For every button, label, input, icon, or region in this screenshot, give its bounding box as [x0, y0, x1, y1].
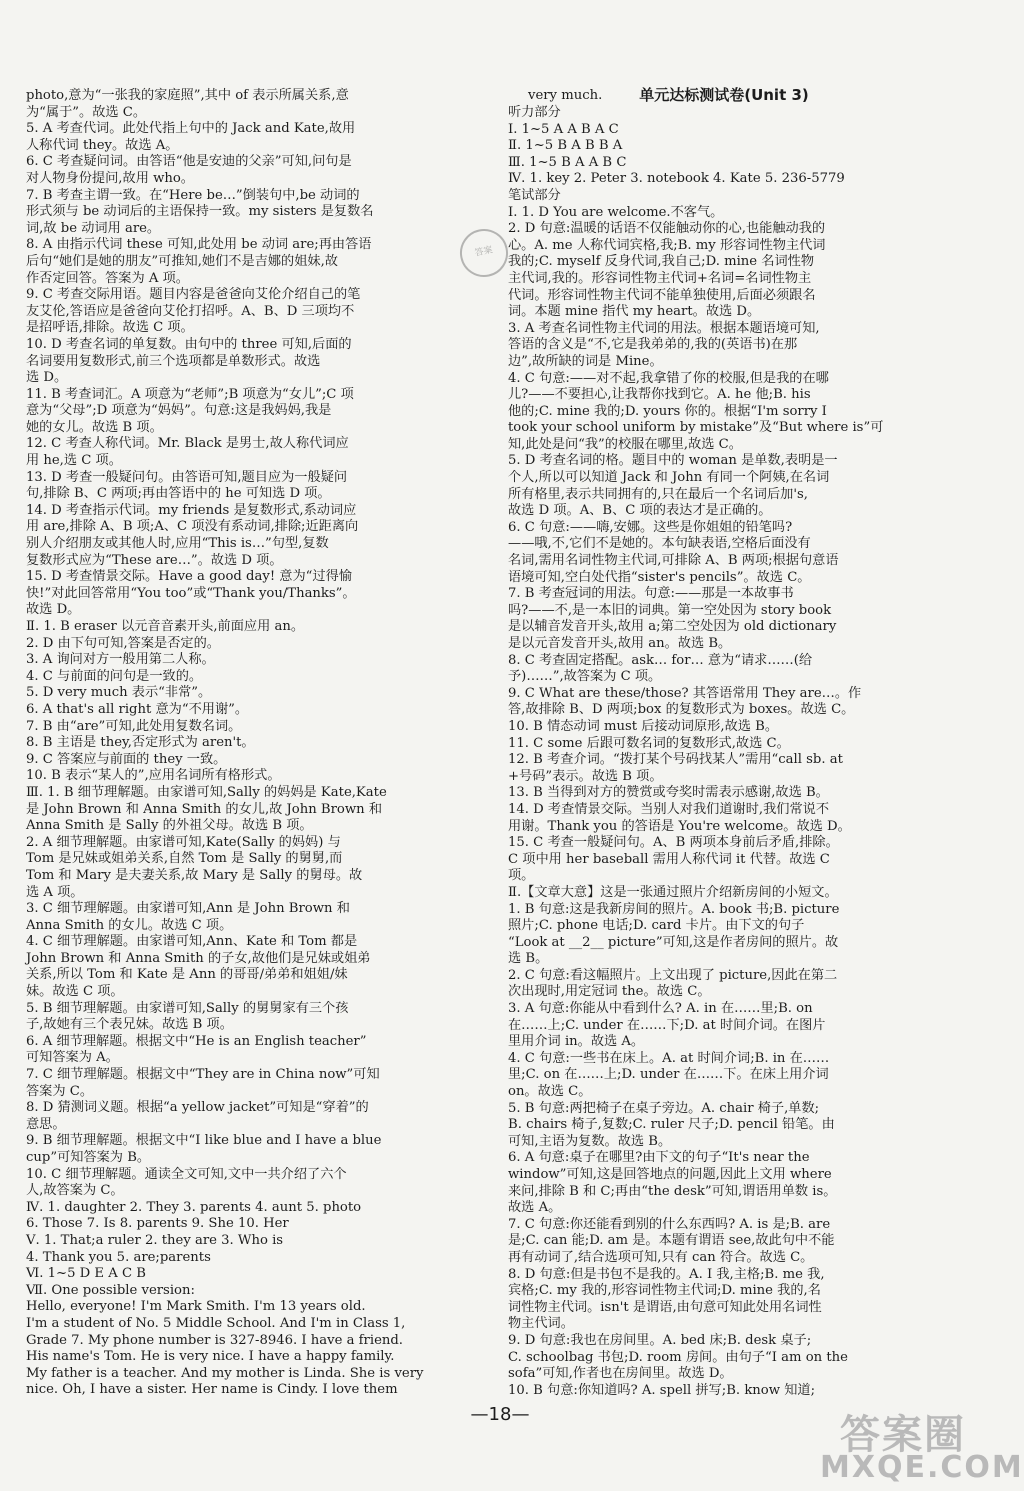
- text-line: 笔试部分: [508, 187, 561, 203]
- text-line: Tom 和 Mary 是夫妻关系,故 Mary 是 Sally 的舅母。故: [26, 867, 363, 883]
- text-line: 5. D 考查名词的格。题目中的 woman 是单数,表明是一: [508, 453, 838, 469]
- text-line: 心。A. me 人称代词宾格,我;B. my 形容词性物主代词: [508, 237, 826, 253]
- page-number: —18—: [470, 1404, 530, 1425]
- text-line: 再有动词了,结合选项可知,只有 can 符合。故选 C。: [508, 1249, 814, 1265]
- text-line: nice. Oh, I have a sister. Her name is Cindy. I love them: [26, 1382, 398, 1398]
- text-line: 物主代词。: [508, 1316, 574, 1332]
- text-line: 8. D 猜测词义题。根据“a yellow jacket”可知是“穿着”的: [26, 1100, 369, 1116]
- text-line: Hello, everyone! I'm Mark Smith. I'm 13 years old.: [26, 1299, 366, 1315]
- right-prefix: very much.: [528, 88, 603, 103]
- text-line: 1. B 句意:这是我新房间的照片。A. book 书;B. picture: [508, 901, 840, 917]
- text-line: cup”可知答案为 B。: [26, 1150, 151, 1165]
- text-line: C 项中用 her baseball 需用人称代词 it 代替。故选 C: [508, 851, 830, 867]
- text-line: 为“属于”。故选 C。: [26, 104, 147, 120]
- text-line: took your school uniform by mistake”及“But where is”可: [508, 420, 884, 436]
- text-line: 12. C 考查人称代词。Mr. Black 是男士,故人称代词应: [26, 436, 349, 452]
- text-line: Ⅱ. 1~5 B A B B A: [508, 138, 623, 154]
- text-line: 吗?——不,是一本旧的词典。第一空处因为 story book: [508, 602, 832, 618]
- text-line: 意为“父母”;D 项意为“妈妈”。句意:这是我妈妈,我是: [26, 403, 332, 419]
- text-line: 10. C 细节理解题。通读全文可知,文中一共介绍了六个: [26, 1166, 347, 1182]
- text-line: 后句“她们是她的朋友”可推知,她们不是吉娜的姐妹,故: [26, 253, 338, 269]
- text-line: 5. B 句意:两把椅子在桌子旁边。A. chair 椅子,单数;: [508, 1100, 820, 1116]
- text-line: 人称代词 they。故选 A。: [26, 137, 179, 153]
- text-line: 2. C 句意:看这幅照片。上文出现了 picture,因此在第二: [508, 967, 838, 983]
- text-line: 6. Those 7. Is 8. parents 9. She 10. Her: [26, 1216, 289, 1232]
- text-line: 形式须与 be 动词后的主语保持一致。my sisters 是复数名: [26, 204, 374, 220]
- text-line: 子,故她有三个表兄妹。故选 B 项。: [26, 1017, 233, 1033]
- text-line: Ⅰ. 1. D You are welcome.不客气。: [508, 204, 724, 220]
- text-line: 所有格里,表示共同拥有的,只在最后一个名词后加's,: [508, 486, 808, 502]
- text-line: 选 D。: [26, 370, 68, 386]
- text-line: 予)……”,故答案为 C 项。: [508, 669, 662, 685]
- text-line: Ⅴ. 1. That;a ruler 2. they are 3. Who is: [26, 1232, 284, 1248]
- text-line: 10. B 情态动词 must 后接动词原形,故选 B。: [508, 718, 779, 734]
- text-line: 4. C 句意:一些书在床上。A. at 时间介词;B. in 在……: [508, 1050, 830, 1066]
- text-line: 10. D 考查名词的单复数。由句中的 three 可知,后面的: [26, 336, 352, 352]
- text-line: 5. D very much 表示“非常”。: [26, 685, 212, 701]
- text-line: 主代词,我的。形容词性物主代词+名词=名词性物主: [508, 270, 812, 286]
- text-line: 语境可知,空白处代指“sister's pencils”。故选 C。: [508, 569, 811, 585]
- text-line: 用 are,排除 A、B 项;A、C 项没有系动词,排除;近距离向: [26, 519, 359, 535]
- text-line: 12. B 考查介词。“拨打某个号码找某人”需用“call sb. at: [508, 752, 843, 768]
- text-line: on。故选 C。: [508, 1084, 592, 1100]
- text-line: 6. C 句意:——嗨,安娜。这些是你姐姐的铅笔吗?: [508, 519, 793, 535]
- text-line: Ⅵ. 1~5 D E A C B: [26, 1266, 146, 1282]
- text-line: 名词,需用名词性物主代词,可排除 A、B 两项;根据句意语: [508, 553, 839, 569]
- text-line: 故选 D。: [26, 602, 81, 618]
- text-line: 15. D 考查情景交际。Have a good day! 意为“过得愉: [26, 569, 352, 585]
- text-line: 作否定回答。答案为 A 项。: [26, 270, 189, 286]
- text-line: window”可知,这是回答地点的问题,因此上文用 where: [508, 1167, 832, 1182]
- text-line: 7. B 考查主谓一致。在“Here be…”倒装句中,be 动词的: [26, 187, 360, 203]
- text-line: “Look at __2__ picture”可知,这是作者房间的照片。故: [508, 934, 839, 950]
- text-line: 里;C. on 在……上;D. under 在……下。在床上用介词: [508, 1067, 829, 1083]
- text-line: Ⅰ. 1~5 A A B A C: [508, 121, 619, 137]
- text-line: 3. A 句意:你能从中看到什么? A. in 在……里;B. on: [508, 1001, 813, 1017]
- text-line: 4. Thank you 5. are;parents: [26, 1249, 211, 1265]
- text-line: 是;C. can 能;D. am 是。本题有谓语 see,故此句中不能: [508, 1233, 835, 1249]
- text-line: Ⅱ.【文章大意】这是一张通过照片介绍新房间的小短文。: [508, 884, 838, 900]
- text-line: 2. A 细节理解题。由家谱可知,Kate(Sally 的妈妈) 与: [26, 834, 341, 850]
- text-line: His name's Tom. He is very nice. I have a happy family.: [26, 1349, 395, 1365]
- text-line: 8. C 考查固定搭配。ask… for… 意为“请求……(给: [508, 652, 813, 668]
- text-line: 里用介词 in。故选 A。: [508, 1034, 645, 1050]
- text-line: I'm a student of No. 5 Middle School. And I'm in Class 1,: [26, 1315, 406, 1331]
- text-line: 4. C 与前面的问句是一致的。: [26, 668, 203, 684]
- right-lines: [508, 105, 940, 1399]
- text-line: 2. D 由下句可知,答案是否定的。: [26, 635, 220, 651]
- text-line: 意思。: [26, 1116, 66, 1132]
- text-line: 13. D 考查一般疑问句。由答语可知,题目应为一般疑问: [26, 469, 348, 485]
- text-line: 是招呼语,排除。故选 C 项。: [26, 320, 194, 336]
- text-line: sofa”可知,作者也在房间里。故选 D。: [508, 1366, 733, 1382]
- watermark-top: 答案圈: [840, 1412, 966, 1458]
- text-line: 别人介绍朋友或其他人时,应用“This is…”句型,复数: [26, 536, 329, 552]
- text-line: Ⅲ. 1. B 细节理解题。由家谱可知,Sally 的妈妈是 Kate,Kate: [26, 784, 387, 800]
- text-line: 儿?——不要担心,让我帮你找到它。A. he 他;B. his: [508, 387, 811, 403]
- text-line: My father is a teacher. And my mother is Linda. She is very: [26, 1365, 424, 1381]
- text-line: Ⅳ. 1. key 2. Peter 3. notebook 4. Kate 5. 236-5779: [508, 171, 845, 187]
- text-line: +号码”表示。故选 B 项。: [508, 768, 663, 784]
- text-line: 4. C 句意:——对不起,我拿错了你的校服,但是我的在哪: [508, 370, 829, 386]
- text-line: 来问,排除 B 和 C;再由“the desk”可知,谓语用单数 is。: [508, 1183, 837, 1199]
- text-line: 边”,故所缺的词是 Mine。: [508, 353, 663, 369]
- text-line: Anna Smith 是 Sally 的外祖父母。故选 B 项。: [26, 818, 313, 834]
- text-line: 故选 D 项。A、B、C 项的表达才是正确的。: [508, 503, 772, 519]
- text-line: 关系,所以 Tom 和 Kate 是 Ann 的哥哥/弟弟和姐姐/妹: [26, 967, 348, 983]
- text-line: 14. D 考查指示代词。my friends 是复数形式,系动词应: [26, 502, 357, 518]
- watermark-bottom: MXQE.COM: [820, 1450, 1024, 1485]
- text-line: 15. C 考查一般疑问句。A、B 两项本身前后矛盾,排除。: [508, 835, 839, 851]
- text-line: 可知答案为 A。: [26, 1050, 119, 1066]
- text-line: 答,故排除 B、D 两项;box 的复数形式为 boxes。故选 C。: [508, 702, 855, 718]
- left-column: [26, 88, 464, 1399]
- text-line: 可知,主语为复数。故选 B。: [508, 1133, 672, 1149]
- text-line: 4. C 细节理解题。由家谱可知,Ann、Kate 和 Tom 都是: [26, 934, 358, 950]
- text-line: 8. D 句意:但是书包不是我的。A. I 我,主格;B. me 我,: [508, 1266, 825, 1282]
- text-line: 5. B 细节理解题。由家谱可知,Sally 的舅舅家有三个孩: [26, 1000, 349, 1016]
- text-line: 故选 A。: [508, 1200, 562, 1216]
- text-line: 快!”对此回答常用“You too”或“Thank you/Thanks”。: [26, 585, 356, 601]
- text-line: Tom 是兄妹或姐弟关系,自然 Tom 是 Sally 的舅舅,而: [26, 851, 343, 867]
- text-line: 8. B 主语是 they,否定形式为 aren't。: [26, 735, 255, 751]
- text-line: Grade 7. My phone number is 327-8946. I have a friend.: [26, 1332, 403, 1348]
- text-line: 11. B 考查词汇。A 项意为“老师”;B 项意为“女儿”;C 项: [26, 386, 354, 402]
- text-line: 3. A 询问对方一般用第二人称。: [26, 652, 215, 668]
- text-line: 3. A 考查名词性物主代词的用法。根据本题语境可知,: [508, 320, 820, 336]
- text-line: 人,故答案为 C。: [26, 1183, 124, 1199]
- text-line: 照片;C. phone 电话;D. card 卡片。由下文的句子: [508, 918, 805, 934]
- text-line: Ⅲ. 1~5 B A A B C: [508, 154, 627, 170]
- text-line: 宾格;C. my 我的,形容词性物主代词;D. mine 我的,名: [508, 1283, 821, 1299]
- text-line: 答案为 C。: [26, 1083, 94, 1099]
- text-line: Anna Smith 的女儿。故选 C 项。: [26, 917, 233, 933]
- text-line: 词,故 be 动词用 are。: [26, 220, 161, 236]
- text-line: 名词要用复数形式,前三个选项都是单数形式。故选: [26, 353, 321, 369]
- text-line: 9. B 细节理解题。根据文中“I like blue and I have a blue: [26, 1133, 382, 1149]
- text-line: 词性物主代词。isn't 是谓语,由句意可知此处用名词性: [508, 1299, 822, 1315]
- text-line: 用 he,选 C 项。: [26, 453, 122, 469]
- text-line: 句,排除 B、C 两项;再由答语中的 he 可知选 D 项。: [26, 486, 331, 502]
- text-line: 个人,所以可以知道 Jack 和 John 有同一个阿姨,在名词: [508, 470, 830, 486]
- text-line: 妹。故选 C 项。: [26, 984, 124, 1000]
- text-line: 7. B 考查冠词的用法。句意:——那是一本故事书: [508, 586, 794, 602]
- text-line: 6. C 考查疑问词。由答语“他是安迪的父亲”可知,问句是: [26, 154, 352, 170]
- text-line: 5. A 考查代词。此处代指上句中的 Jack and Kate,故用: [26, 121, 356, 137]
- text-line: 友艾伦,答语应是爸爸向艾伦打招呼。A、B、D 三项均不: [26, 303, 355, 319]
- text-line: 11. C some 后跟可数名词的复数形式,故选 C。: [508, 735, 790, 751]
- text-line: ——哦,不,它们不是她的。本句缺表语,空格后面没有: [508, 536, 811, 552]
- text-line: 7. B 由“are”可知,此处用复数名词。: [26, 718, 242, 734]
- text-line: 选 B。: [508, 951, 549, 967]
- page-title: 单元达标测试卷(Unit 3): [639, 86, 809, 104]
- text-line: 9. C 答案应与前面的 they 一致。: [26, 751, 227, 767]
- text-line: 7. C 句意:你还能看到别的什么东西吗? A. is 是;B. are: [508, 1216, 831, 1232]
- text-line: 9. D 句意:我也在房间里。A. bed 床;B. desk 桌子;: [508, 1332, 812, 1348]
- text-line: 6. A that's all right 意为“不用谢”。: [26, 701, 249, 717]
- text-line: 词。本题 mine 指代 my heart。故选 D。: [508, 304, 761, 320]
- text-line: John Brown 和 Anna Smith 的子女,故他们是兄妹或姐弟: [26, 950, 371, 966]
- text-line: 次出现时,用定冠词 the。故选 C。: [508, 984, 711, 1000]
- text-line: photo,意为“一张我的家庭照”,其中 of 表示所属关系,意: [26, 88, 349, 103]
- text-line: 6. A 细节理解题。根据文中“He is an English teacher”: [26, 1033, 367, 1049]
- text-line: 听力部分: [508, 105, 561, 120]
- text-line: 13. B 当得到对方的赞赏或夸奖时需表示感谢,故选 B。: [508, 785, 829, 801]
- text-line: 7. C 细节理解题。根据文中“They are in China now”可知: [26, 1067, 380, 1083]
- text-line: 项。: [508, 868, 535, 884]
- text-line: C. schoolbag 书包;D. room 房间。由句子“I am on the: [508, 1349, 848, 1365]
- text-line: 她的女儿。故选 B 项。: [26, 419, 163, 435]
- text-line: 10. B 句意:你知道吗? A. spell 拼写;B. know 知道;: [508, 1382, 816, 1398]
- text-line: 10. B 表示“某人的”,应用名词所有格形式。: [26, 768, 281, 784]
- text-line: 我的;C. myself 反身代词,我自己;D. mine 名词性物: [508, 254, 815, 270]
- text-line: 代词。形容词性物主代词不能单独使用,后面必须跟名: [508, 287, 816, 303]
- right-column: [508, 88, 940, 1399]
- text-line: 是以元音发音开头,故用 an。故选 B。: [508, 636, 732, 651]
- text-line: 14. D 考查情景交际。当别人对我们道谢时,我们常说不: [508, 801, 830, 817]
- text-line: Ⅳ. 1. daughter 2. They 3. parents 4. aunt 5. photo: [26, 1199, 362, 1215]
- text-line: 用谢。Thank you 的答语是 You're welcome。故选 D。: [508, 818, 851, 834]
- text-line: 2. D 句意:温暖的话语不仅能触动你的心,也能触动我的: [508, 221, 826, 237]
- text-line: 在……上;C. under 在……下;D. at 时间介词。在图片: [508, 1017, 826, 1033]
- text-line: 9. C What are these/those? 其答语常用 They are…。作: [508, 685, 862, 701]
- text-line: 答语的含义是“不,它是我弟弟的,我的(英语书)在那: [508, 337, 798, 353]
- text-line: 复数形式应为“These are…”。故选 D 项。: [26, 552, 283, 568]
- text-line: 3. C 细节理解题。由家谱可知,Ann 是 John Brown 和: [26, 901, 350, 917]
- text-line: 是 John Brown 和 Anna Smith 的女儿,故 John Brown 和: [26, 801, 383, 817]
- text-line: 选 A 项。: [26, 884, 84, 900]
- text-line: Ⅱ. 1. B eraser 以元音音素开头,前面应用 an。: [26, 619, 305, 634]
- text-line: 8. A 由指示代词 these 可知,此处用 be 动词 are;再由答语: [26, 237, 372, 253]
- text-line: 是以辅音发音开头,故用 a;第二空处因为 old dictionary: [508, 619, 837, 635]
- answer-stamp: 答案: [456, 225, 513, 282]
- text-line: 对人物身份提问,故用 who。: [26, 170, 194, 186]
- text-line: 他的;C. mine 我的;D. yours 你的。根据“I'm sorry I: [508, 403, 827, 419]
- text-line: 知,此处是问“我”的校服在哪里,故选 C。: [508, 436, 742, 452]
- text-line: 6. A 句意:桌子在哪里?由下文的句子“It's near the: [508, 1150, 810, 1166]
- text-line: B. chairs 椅子,复数;C. ruler 尺子;D. pencil 铅笔。由: [508, 1117, 835, 1133]
- text-line: Ⅶ. One possible version:: [26, 1282, 195, 1298]
- text-line: 9. C 考查交际用语。题目内容是爸爸向艾伦介绍自己的笔: [26, 287, 361, 303]
